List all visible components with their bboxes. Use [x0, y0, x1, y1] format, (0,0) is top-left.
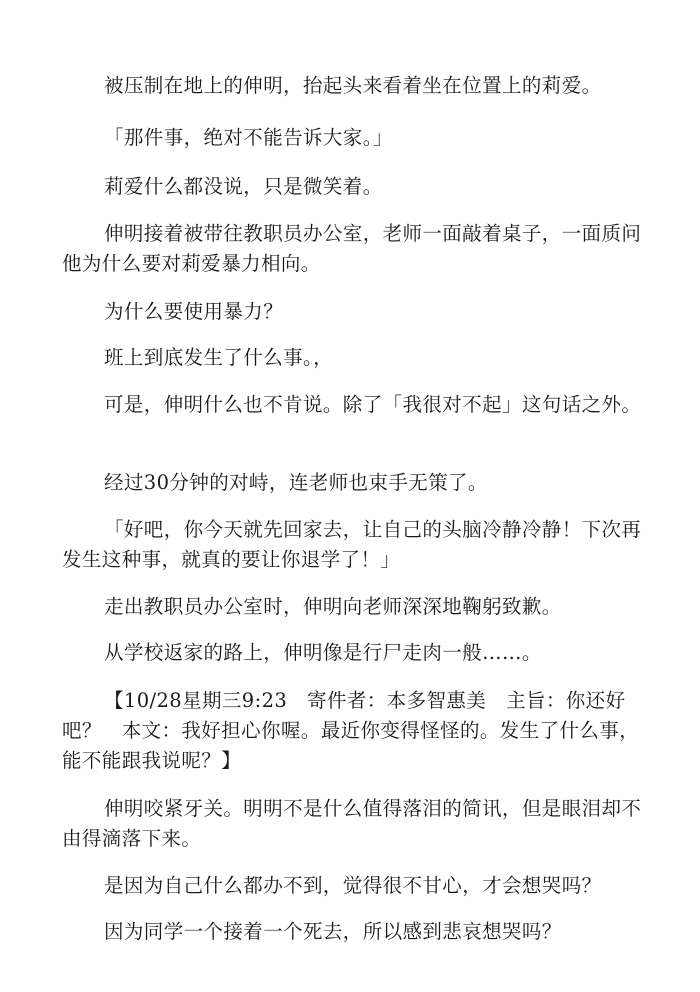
paragraph-1: 被压制在地上的伸明，抬起头来看着坐在位置上的莉爱。 [104, 74, 602, 97]
paragraph-12: 【10/28星期三9:23 寄件者：本多智惠美 主旨：你还好吧？ 本文：我好担心你喔。最近你变得怪怪的。发生了什么事，能不能跟我说呢？】 [62, 689, 640, 772]
paragraph-15: 因为同学一个接着一个死去，所以感到悲哀想哭吗？ [104, 920, 562, 943]
paragraph-9: 「好吧，你今天就先回家去，让自己的头脑冷静冷静！下次再发生这种事，就真的要让你退学了！」 [62, 518, 642, 571]
paragraph-7: 可是，伸明什么也不肯说。除了「我很对不起」这句话之外。 [104, 393, 642, 416]
paragraph-2: 「那件事，绝对不能告诉大家。」 [104, 126, 393, 149]
paragraph-10: 走出教职员办公室时，伸明向老师深深地鞠躬致歉。 [104, 595, 562, 618]
paragraph-3: 莉爱什么都没说，只是微笑着。 [104, 175, 383, 198]
paragraph-6: 班上到底发生了什么事。， [104, 346, 334, 369]
paragraph-4: 伸明接着被带往教职员办公室，老师一面敲着桌子，一面质问他为什么要对莉爱暴力相向。 [62, 222, 642, 275]
paragraph-5: 为什么要使用暴力？ [104, 300, 284, 323]
paragraph-8: 经过30分钟的对峙，连老师也束手无策了。 [104, 471, 488, 494]
paragraph-13: 伸明咬紧牙关。明明不是什么值得落泪的简讯，但是眼泪却不由得滴落下来。 [62, 797, 642, 850]
paragraph-14: 是因为自己什么都办不到，觉得很不甘心，才会想哭吗？ [104, 874, 602, 897]
paragraph-11: 从学校返家的路上，伸明像是行尸走肉一般……。 [104, 641, 542, 664]
